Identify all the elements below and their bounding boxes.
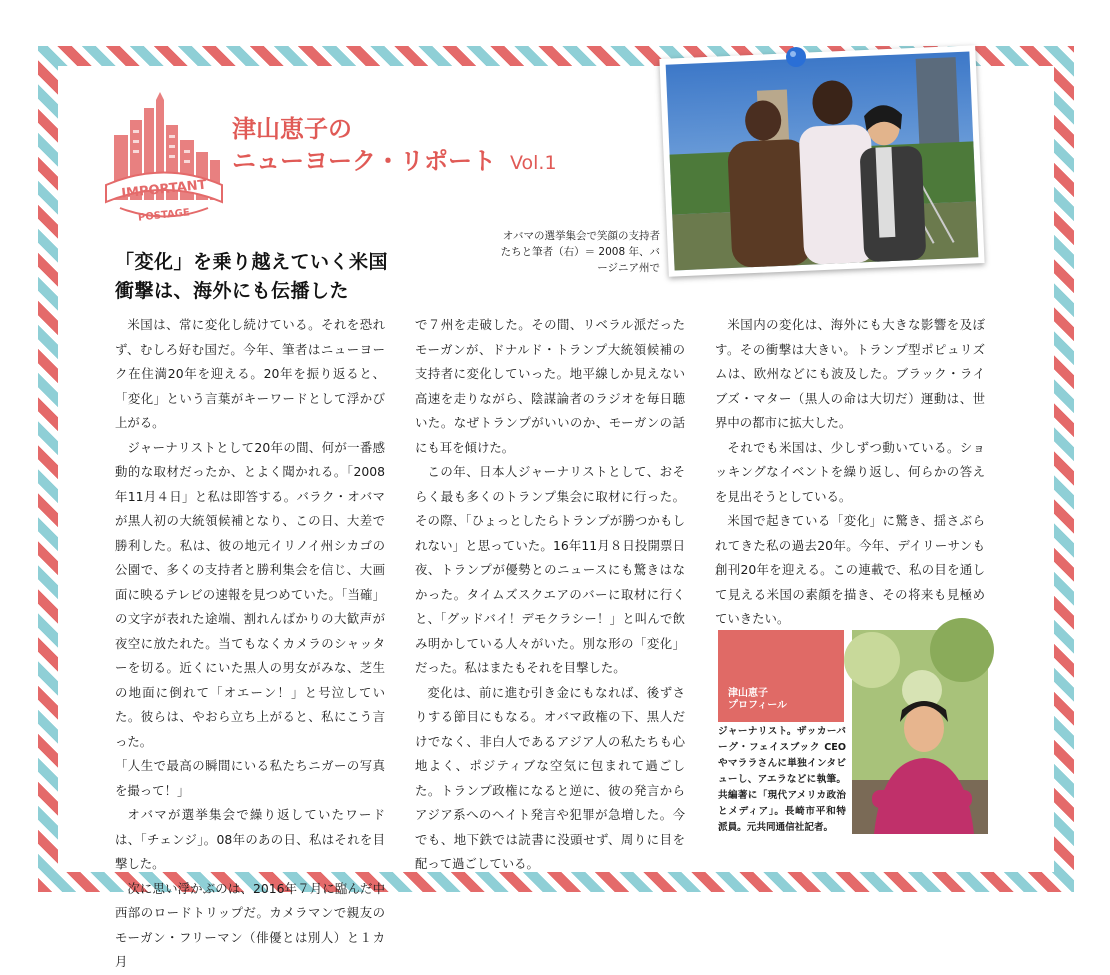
paragraph: この年、日本人ジャーナリストとして、おそらく最も多くのトランプ集会に取材に行った。その際、「ひょっとしたらトランプが勝つかもしれない」と思っていた。16年11月８日投開票日夜、トランプが優勢とのニュースにも驚きはなかった。タイムズスクエアのバーに取材に行くと、「グッドバイ！デモクラシー！」と叫んで飲み明かしている人々がいた。別な形の「変化」だった。私はまたもそれを目撃した。 bbox=[415, 464, 685, 675]
paragraph: 米国は、常に変化し続けている。それを恐れず、むしろ好む国だ。今年、筆者はニューヨーク在住満20年を迎える。20年を振り返ると、「変化」という言葉がキーワードとして浮かび上がる。 bbox=[115, 317, 385, 430]
profile-heading: プロフィール bbox=[728, 700, 787, 711]
paragraph: 次に思い浮かぶのは、2016年７月に臨んだ中西部のロードトリップだ。カメラマンで親友のモーガン・フリーマン（俳優とは別人）と１カ月 bbox=[115, 880, 385, 969]
profile-label-box bbox=[718, 630, 844, 722]
article-headline bbox=[115, 248, 388, 306]
series-title-line2: ニューヨーク・リポート bbox=[232, 147, 496, 175]
stamp-bottom-text: POSTAGE bbox=[137, 207, 191, 224]
paragraph: ジャーナリストとして20年の間、何が一番感動的な取材だったか、とよく聞かれる。「2008年11月４日」と私は即答する。バラク・オバマが黒人初の大統領候補となり、この日、大差で勝利した。私は、彼の地元イリノイ州シカゴの公園で、多くの支持者と勝利集会を信じ、大画面に映るテレビの速報を見つめていた。「当確」の文字が表れた途端、割れんばかりの大歓声が夜空に放たれた。当てもなくカメラのシャッターを切る。近くにいた黒人の男女がみな、芝生の地面に倒れて「オエーン！」と号泣していた。彼らは、やおら立ち上がると、私にこう言った。 bbox=[115, 439, 385, 749]
statue-of-liberty-stamp-logo bbox=[100, 90, 228, 235]
paragraph: で７州を走破した。その間、リベラル派だったモーガンが、ドナルド・トランプ大統領候補の支持者に変化していった。地平線しか見えない高速を走りながら、陰謀論者のラジオを毎日聴いた。なぜトランプがいいのか、モーガンの話にも耳を傾けた。 bbox=[415, 317, 685, 455]
pushpin-icon bbox=[782, 44, 810, 72]
quote-paragraph: 「人生で最高の瞬間にいる私たちニガーの写真を撮って！」 bbox=[115, 758, 385, 798]
headline-line2: 衝撃は、海外にも伝播した bbox=[115, 280, 350, 302]
profile-text: ジャーナリスト。ザッカーバーグ・フェイスブック CEO やマララさんに単独インタビューし、アエラなどに執筆。共編著に「現代アメリカ政治とメディア」。長崎市平和特派員。元共同通信社記者。 bbox=[718, 726, 846, 833]
volume-number: Vol.1 bbox=[510, 152, 557, 174]
photo-caption: オバマの選挙集会で笑顔の支持者たちと筆者（右）＝ 2008 年、バージニア州で bbox=[500, 230, 660, 274]
rally-photo bbox=[659, 45, 984, 277]
profile-name: 津山恵子 bbox=[728, 688, 768, 699]
paragraph: 米国で起きている「変化」に驚き、揺さぶられてきた私の過去20年。今年、デイリーサンも創刊20年を迎える。この連載で、私の目を通して見える米国の素顔を描き、その将来も見極めていきたい。 bbox=[715, 513, 985, 626]
paragraph: オバマが選挙集会で繰り返していたワードは、「チェンジ」。08年のあの日、私はそれを目撃した。 bbox=[115, 807, 385, 871]
paragraph: 変化は、前に進む引き金にもなれば、後ずさりする節目にもなる。オバマ政権の下、黒人だけでなく、非白人であるアジア人の私たちも心地よく、ポジティブな空気に包まれて過ごした。トランプ政権になると逆に、彼の発言からアジア系へのヘイト発言や犯罪が急増した。今でも、地下鉄では読書に没頭せず、周りに目を配って過ごしている。 bbox=[415, 684, 685, 871]
series-title bbox=[232, 113, 557, 179]
paragraph: 米国内の変化は、海外にも大きな影響を及ぼす。その衝撃は大きい。トランプ型ポピュリズムは、欧州などにも波及した。ブラック・ライブズ・マター（黒人の命は大切だ）運動は、世界中の都市に拡大した。 bbox=[715, 317, 985, 430]
article-column-2 bbox=[415, 313, 685, 877]
series-title-line1: 津山恵子の bbox=[232, 115, 352, 143]
headline-line1: 「変化」を乗り越えていく米国 bbox=[115, 251, 389, 273]
stamp-top-text: IMPORTANT bbox=[120, 177, 208, 202]
author-portrait bbox=[852, 630, 988, 834]
paragraph: それでも米国は、少しずつ動いている。ショッキングなイベントを繰り返し、何らかの答えを見出そうとしている。 bbox=[715, 439, 985, 504]
article-column-3 bbox=[715, 313, 985, 632]
article-column-1 bbox=[115, 313, 385, 975]
